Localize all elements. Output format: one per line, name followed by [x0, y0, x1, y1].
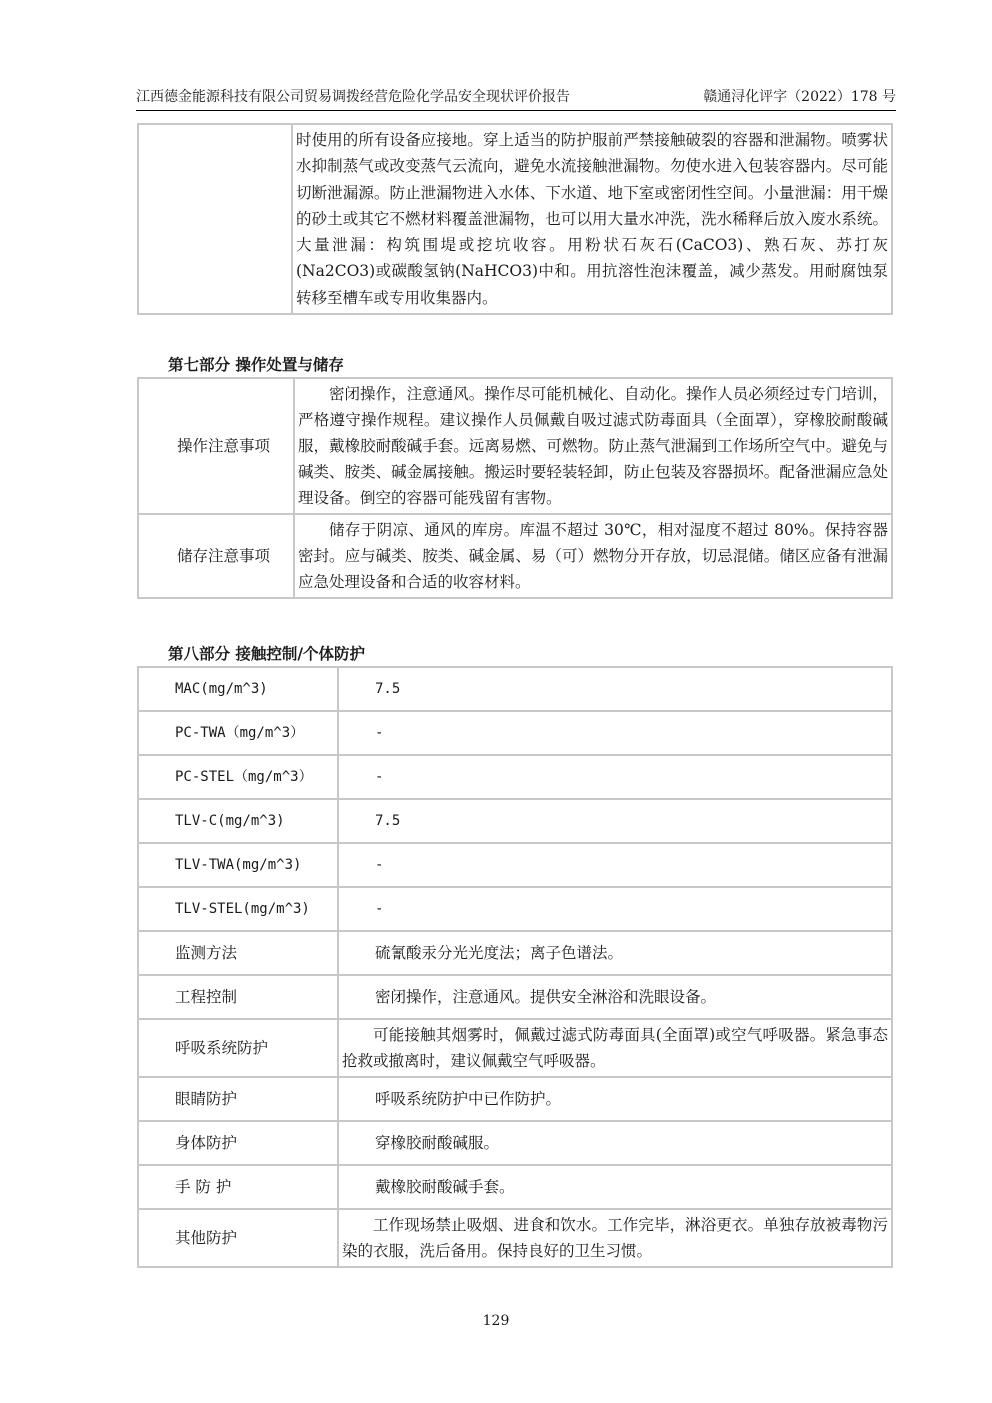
table-row — [138, 1209, 892, 1267]
respiratory-value: 可能接触其烟雾时，佩戴过滤式防毒面具(全面罩)或空气呼吸器。紧急事态抢救或撤离时，建议佩戴空气呼吸器。 — [338, 1019, 892, 1077]
table-row — [138, 975, 892, 1019]
exposure-control-table — [137, 666, 893, 1268]
table-row — [138, 1019, 892, 1077]
eye-value: 呼吸系统防护中已作防护。 — [338, 1077, 892, 1121]
handling-label: 操作注意事项 — [138, 378, 294, 514]
tlv-stel-label: TLV-STEL(mg/m^3) — [138, 887, 338, 931]
pc-stel-label: PC-STEL（mg/m^3） — [138, 755, 338, 799]
handling-storage-table — [137, 377, 893, 599]
table-row — [138, 514, 892, 598]
section8-title: 第八部分 接触控制/个体防护 — [168, 644, 366, 663]
table-row — [138, 799, 892, 843]
engineering-value: 密闭操作，注意通风。提供安全淋浴和洗眼设备。 — [338, 975, 892, 1019]
monitoring-label: 监测方法 — [138, 931, 338, 975]
table-row — [138, 378, 892, 514]
handling-text: 密闭操作，注意通风。操作尽可能机械化、自动化。操作人员必须经过专门培训，严格遵守操作规程。建议操作人员佩戴自吸过滤式防毒面具（全面罩），穿橡胶耐酸碱服，戴橡胶耐酸碱手套。远离易燃、可燃物。防止蒸气泄漏到工作场所空气中。避免与碱类、胺类、碱金属接触。搬运时要轻装轻卸，防止包装及容器损坏。配备泄漏应急处理设备。倒空的容器可能残留有害物。 — [294, 378, 892, 514]
respiratory-label: 呼吸系统防护 — [138, 1019, 338, 1077]
section7-title: 第七部分 操作处置与储存 — [168, 355, 344, 374]
storage-text: 储存于阴凉、通风的库房。库温不超过 30℃，相对湿度不超过 80%。保持容器密封。应与碱类、胺类、碱金属、易（可）燃物分开存放，切忌混储。储区应备有泄漏应急处理设备和合适的收容材料。 — [294, 514, 892, 598]
hand-value: 戴橡胶耐酸碱手套。 — [338, 1165, 892, 1209]
mac-label: MAC(mg/m^3) — [138, 667, 338, 711]
table-row — [138, 931, 892, 975]
table-row — [138, 1165, 892, 1209]
engineering-label: 工程控制 — [138, 975, 338, 1019]
report-title: 江西德金能源科技有限公司贸易调拨经营危险化学品安全现状评价报告 — [136, 89, 570, 105]
other-label: 其他防护 — [138, 1209, 338, 1267]
page-number: 129 — [482, 1313, 510, 1329]
eye-label: 眼睛防护 — [138, 1077, 338, 1121]
tlv-c-label: TLV-C(mg/m^3) — [138, 799, 338, 843]
monitoring-value: 硫氰酸汞分光光度法；离子色谱法。 — [338, 931, 892, 975]
tlv-twa-value: - — [338, 843, 892, 887]
table-row — [138, 887, 892, 931]
leak-label-cell — [138, 124, 292, 314]
table-row — [138, 1121, 892, 1165]
pc-stel-value: - — [338, 755, 892, 799]
table-row — [138, 843, 892, 887]
leak-handling-table — [137, 123, 893, 315]
pc-twa-label: PC-TWA（mg/m^3） — [138, 711, 338, 755]
mac-value: 7.5 — [338, 667, 892, 711]
other-value: 工作现场禁止吸烟、进食和饮水。工作完毕，淋浴更衣。单独存放被毒物污染的衣服，洗后备用。保持良好的卫生习惯。 — [338, 1209, 892, 1267]
page-header — [136, 86, 896, 110]
pc-twa-value: - — [338, 711, 892, 755]
report-number: 赣通浔化评字（2022）178 号 — [703, 89, 896, 105]
body-value: 穿橡胶耐酸碱服。 — [338, 1121, 892, 1165]
table-row — [138, 711, 892, 755]
hand-label: 手 防 护 — [138, 1165, 338, 1209]
table-row — [138, 1077, 892, 1121]
tlv-twa-label: TLV-TWA(mg/m^3) — [138, 843, 338, 887]
table-row — [138, 124, 892, 314]
header-divider — [136, 110, 896, 111]
table-row — [138, 667, 892, 711]
tlv-c-value: 7.5 — [338, 799, 892, 843]
storage-label: 储存注意事项 — [138, 514, 294, 598]
table-row — [138, 755, 892, 799]
leak-handling-text: 时使用的所有设备应接地。穿上适当的防护服前严禁接触破裂的容器和泄漏物。喷雾状水抑制蒸气或改变蒸气云流向，避免水流接触泄漏物。勿使水进入包装容器内。尽可能切断泄漏源。防止泄漏物进入水体、下水道、地下室或密闭性空间。小量泄漏：用干燥的砂土或其它不燃材料覆盖泄漏物，也可以用大量水冲洗，洗水稀释后放入废水系统。大量泄漏：构筑围堤或挖坑收容。用粉状石灰石(CaCO3)、熟石灰、苏打灰(Na2CO3)或碳酸氢钠(NaHCO3)中和。用抗溶性泡沫覆盖，减少蒸发。用耐腐蚀泵转移至槽车或专用收集器内。 — [292, 124, 892, 314]
body-label: 身体防护 — [138, 1121, 338, 1165]
tlv-stel-value: - — [338, 887, 892, 931]
